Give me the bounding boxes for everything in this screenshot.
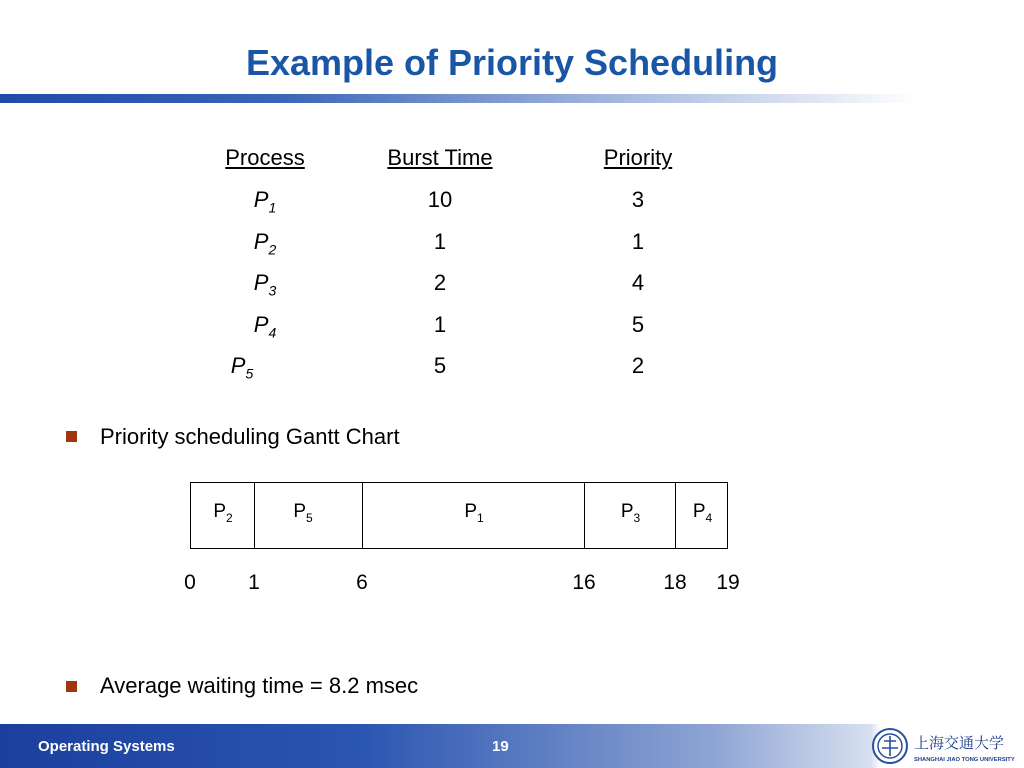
table-row [0, 187, 1024, 217]
priority: 4 [631, 270, 645, 295]
table-row [0, 229, 1024, 259]
process-name [205, 187, 325, 215]
burst-time: 2 [433, 270, 447, 295]
burst-time: 5 [433, 353, 447, 378]
process-subscript: 3 [268, 282, 277, 299]
gantt-tick-label: 1 [248, 571, 260, 594]
process-subscript: 5 [245, 365, 254, 382]
burst-time: 1 [433, 229, 447, 254]
average-waiting-time: Average waiting time = 8.2 msec [100, 673, 419, 698]
gantt-segment-p2: $P_2$ [213, 501, 233, 525]
gantt-segment-p1: $P_1$ [464, 501, 484, 525]
gantt-segment-p4: $P_4$ [692, 501, 713, 525]
table-row [0, 270, 1024, 300]
slide-title: Example of Priority Scheduling [245, 42, 779, 83]
process-letter: P [253, 187, 269, 212]
gantt-tick-label: 0 [184, 571, 196, 594]
header-burst-time: Burst Time [387, 145, 493, 170]
process-name [205, 270, 325, 298]
university-logo [870, 726, 1020, 766]
gantt-segment-divider [584, 483, 585, 548]
process-letter: P [253, 270, 269, 295]
bullet-square-icon [66, 681, 77, 692]
header-priority: Priority [603, 145, 673, 170]
gantt-tick-label: 19 [716, 571, 740, 594]
gantt-tick-label: 16 [572, 571, 596, 594]
process-name [205, 312, 325, 340]
process-name [205, 229, 325, 257]
page-number: 19 [492, 738, 509, 755]
priority: 2 [631, 353, 645, 378]
bullet-square-icon [66, 431, 77, 442]
gantt-segment-p3: $P_3$ [620, 501, 641, 525]
gantt-segment-p5: $P_5$ [293, 501, 313, 525]
header-process: Process [225, 145, 305, 170]
priority: 3 [631, 187, 645, 212]
priority: 5 [631, 312, 645, 337]
burst-time: 10 [427, 187, 453, 212]
gantt-chart [190, 482, 728, 549]
gantt-segment-divider [254, 483, 255, 548]
process-letter: P [253, 229, 269, 254]
gantt-tick-label: 6 [356, 571, 368, 594]
title-underline-bar [0, 94, 920, 103]
process-subscript: 1 [268, 199, 277, 216]
burst-time: 1 [433, 312, 447, 337]
process-name [182, 353, 302, 381]
table-header-row [0, 145, 1024, 175]
gantt-segment-divider [362, 483, 363, 548]
process-subscript: 4 [268, 324, 277, 341]
gantt-tick-label: 18 [663, 571, 687, 594]
footer-course-title: Operating Systems [38, 738, 175, 755]
process-letter: P [230, 353, 246, 378]
svg-text:上海交通大学: 上海交通大学 [914, 734, 1005, 752]
bullet-gantt-heading: Priority scheduling Gantt Chart [100, 424, 400, 449]
table-row [0, 312, 1024, 342]
gantt-segment-divider [675, 483, 676, 548]
process-letter: P [253, 312, 269, 337]
process-subscript: 2 [268, 241, 277, 258]
svg-text:SHANGHAI JIAO TONG UNIVERSITY: SHANGHAI JIAO TONG UNIVERSITY [914, 757, 1015, 763]
priority: 1 [631, 229, 645, 254]
table-row [0, 353, 1024, 383]
